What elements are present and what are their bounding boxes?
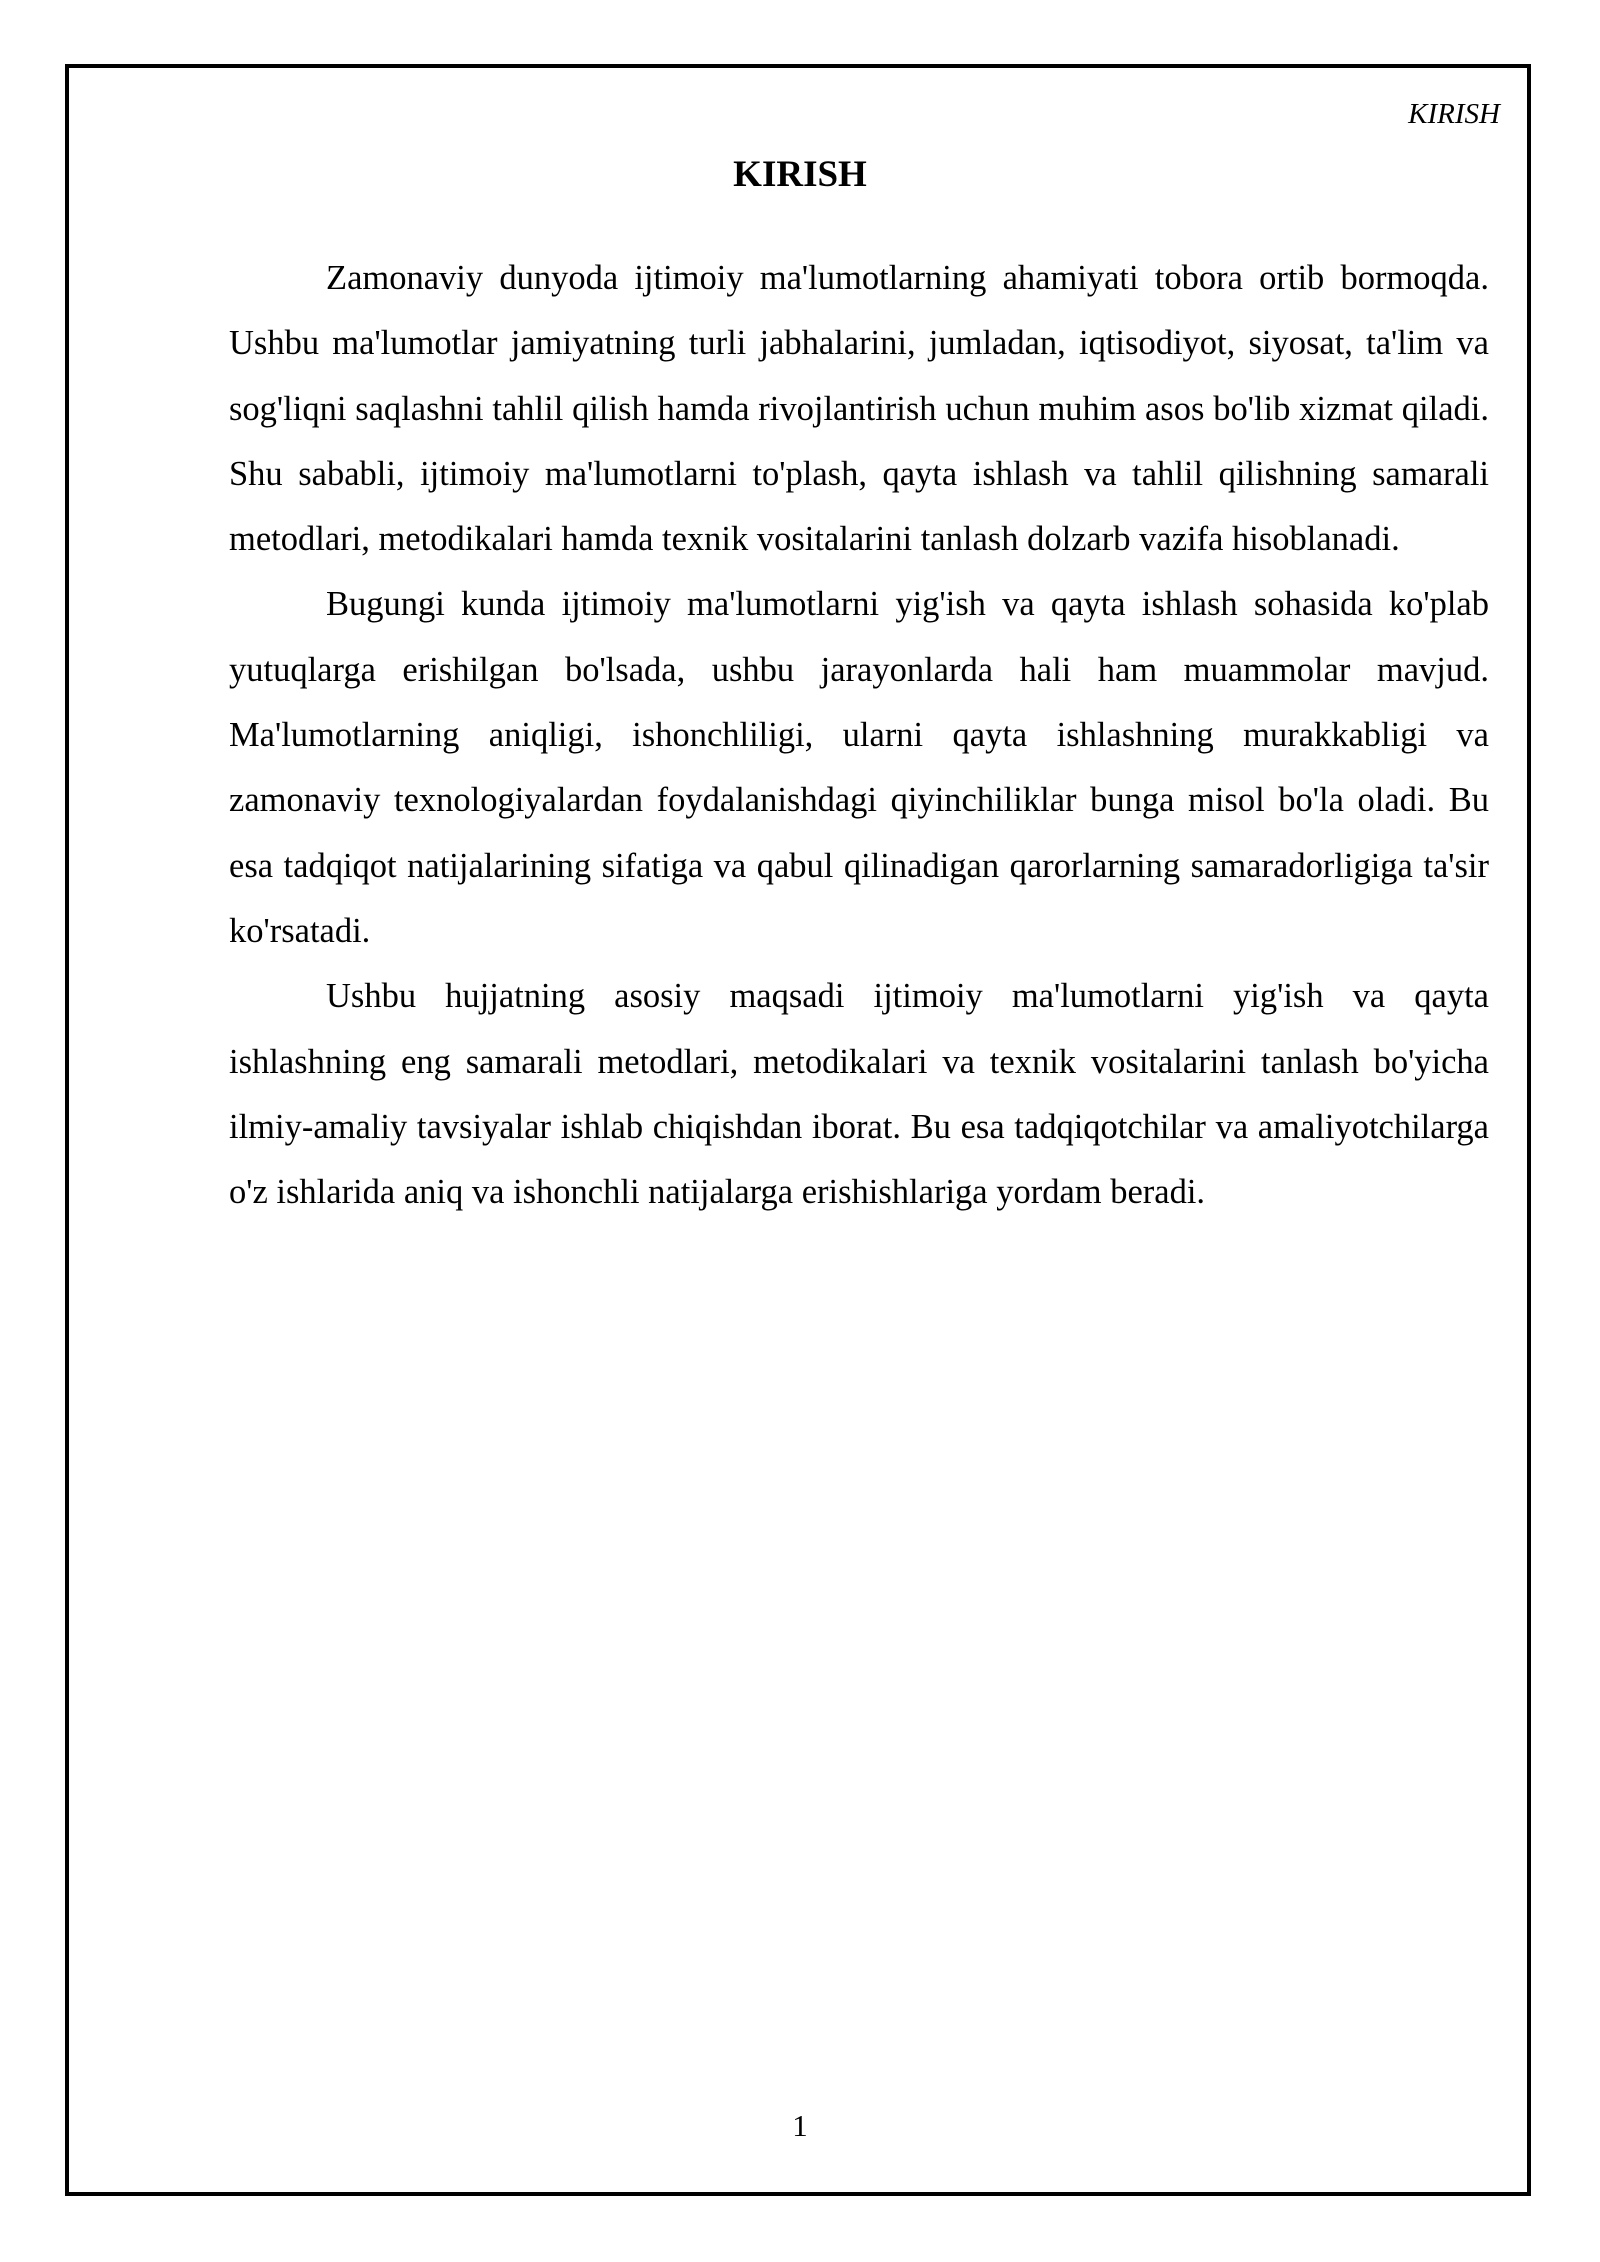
paragraph: Zamonaviy dunyoda ijtimoiy ma'lumotlarning ahamiyati tobora ortib bormoqda. Ushbu ma'lumotlar jamiyatning turli jabhalarini, jumladan, iqtisodiyot, siyosat, ta'lim va sog'liqni saqlashni tahlil qilish hamda rivojlantirish uchun muhim asos bo'lib xizmat qiladi. Shu sababli, ijtimoiy ma'lumotlarni to'plash, qayta ishlash va tahlil qilishning samarali metodlari, metodikalari hamda texnik vositalarini tanlash dolzarb vazifa hisoblanadi. bbox=[229, 259, 1489, 559]
page-number: 1 bbox=[792, 2108, 808, 2143]
paragraph: Ushbu hujjatning asosiy maqsadi ijtimoiy ma'lumotlarni yig'ish va qayta ishlashning eng samarali metodlari, metodikalari va texnik vositalarini tanlash bo'yicha ilmiy-amaliy tavsiyalar ishlab chiqishdan iborat. Bu esa tadqiqotchilar va amaliyotchilarga o'z ishlarida aniq va ishonchli natijalarga erishishlariga yordam beradi. bbox=[229, 977, 1489, 1212]
paragraph: Bugungi kunda ijtimoiy ma'lumotlarni yig'ish va qayta ishlash sohasida ko'plab yutuqlarga erishilgan bo'lsada, ushbu jarayonlarda hali ham muammolar mavjud. Ma'lumotlarning aniqligi, ishonchliligi, ularni qayta ishlashning murakkabligi va zamonaviy texnologiyalardan foydalanishdagi qiyinchiliklar bunga misol bo'la oladi. Bu esa tadqiqot natijalarining sifatiga va qabul qilinadigan qarorlarning samaradorligiga ta'sir ko'rsatadi. bbox=[229, 585, 1489, 950]
document-body bbox=[229, 246, 1489, 1225]
page-title: KIRISH bbox=[733, 154, 867, 195]
running-header: KIRISH bbox=[1408, 98, 1500, 130]
